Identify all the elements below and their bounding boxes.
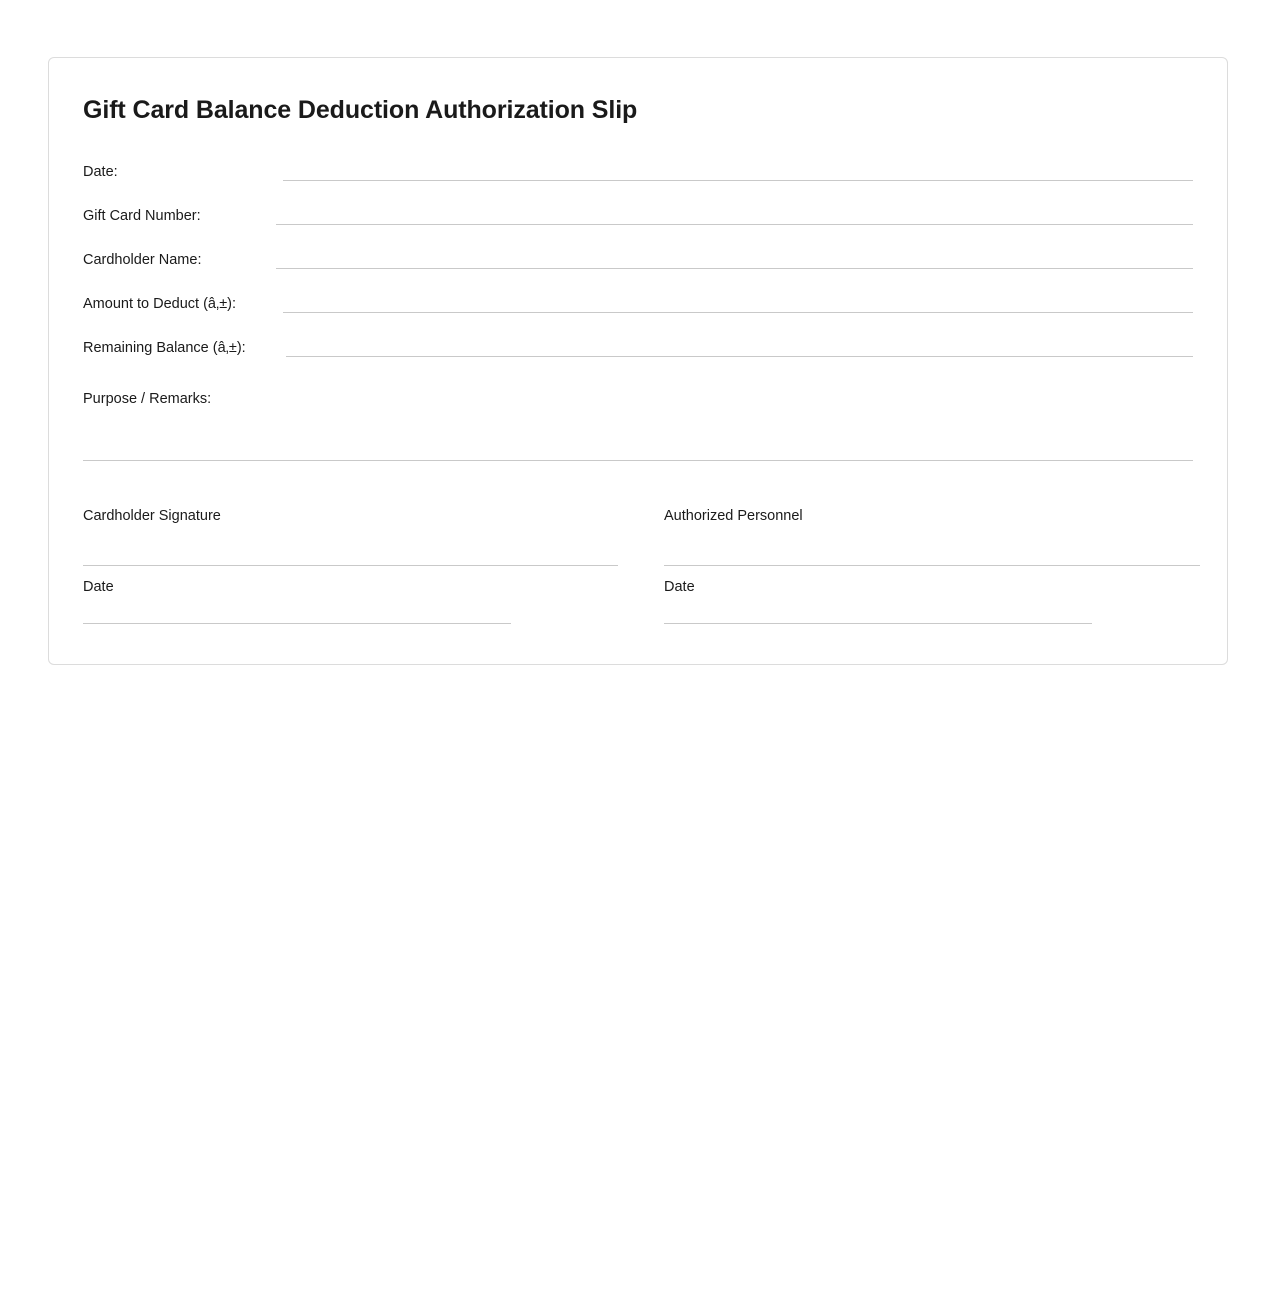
- label-cardholder-signature-date: Date: [83, 579, 114, 595]
- label-gift-card-number: Gift Card Number:: [83, 208, 201, 224]
- input-authorized-personnel-signature[interactable]: [664, 564, 1200, 566]
- input-amount-to-deduct[interactable]: [283, 296, 1193, 313]
- input-authorized-personnel-date[interactable]: [664, 622, 1092, 624]
- input-date[interactable]: [283, 164, 1193, 181]
- field-row-remaining-balance: [83, 339, 1193, 357]
- signature-block-cardholder: [83, 508, 618, 624]
- remarks-block: [83, 391, 1193, 461]
- input-cardholder-name[interactable]: [276, 252, 1193, 269]
- signature-block-authorized-personnel: [664, 508, 1200, 624]
- input-purpose-remarks[interactable]: [83, 459, 1193, 461]
- field-row-cardholder-name: [83, 251, 1193, 269]
- page-title: Gift Card Balance Deduction Authorization Slip: [83, 96, 638, 124]
- field-row-gift-card-number: [83, 207, 1193, 225]
- label-authorized-personnel: Authorized Personnel: [664, 508, 803, 524]
- input-cardholder-signature[interactable]: [83, 564, 618, 566]
- form-fields: [83, 163, 1193, 357]
- authorization-slip-card: [48, 57, 1228, 665]
- label-purpose-remarks: Purpose / Remarks:: [83, 391, 212, 407]
- input-remaining-balance[interactable]: [286, 340, 1193, 357]
- label-remaining-balance: Remaining Balance (â‚±):: [83, 340, 246, 356]
- input-gift-card-number[interactable]: [276, 208, 1193, 225]
- input-cardholder-signature-date[interactable]: [83, 622, 511, 624]
- label-authorized-personnel-date: Date: [664, 579, 695, 595]
- label-cardholder-name: Cardholder Name:: [83, 252, 202, 268]
- label-date: Date:: [83, 164, 118, 180]
- label-amount-to-deduct: Amount to Deduct (â‚±):: [83, 296, 237, 312]
- signature-area: [83, 508, 1193, 624]
- label-cardholder-signature: Cardholder Signature: [83, 508, 221, 524]
- field-row-date: [83, 163, 1193, 181]
- field-row-amount-to-deduct: [83, 295, 1193, 313]
